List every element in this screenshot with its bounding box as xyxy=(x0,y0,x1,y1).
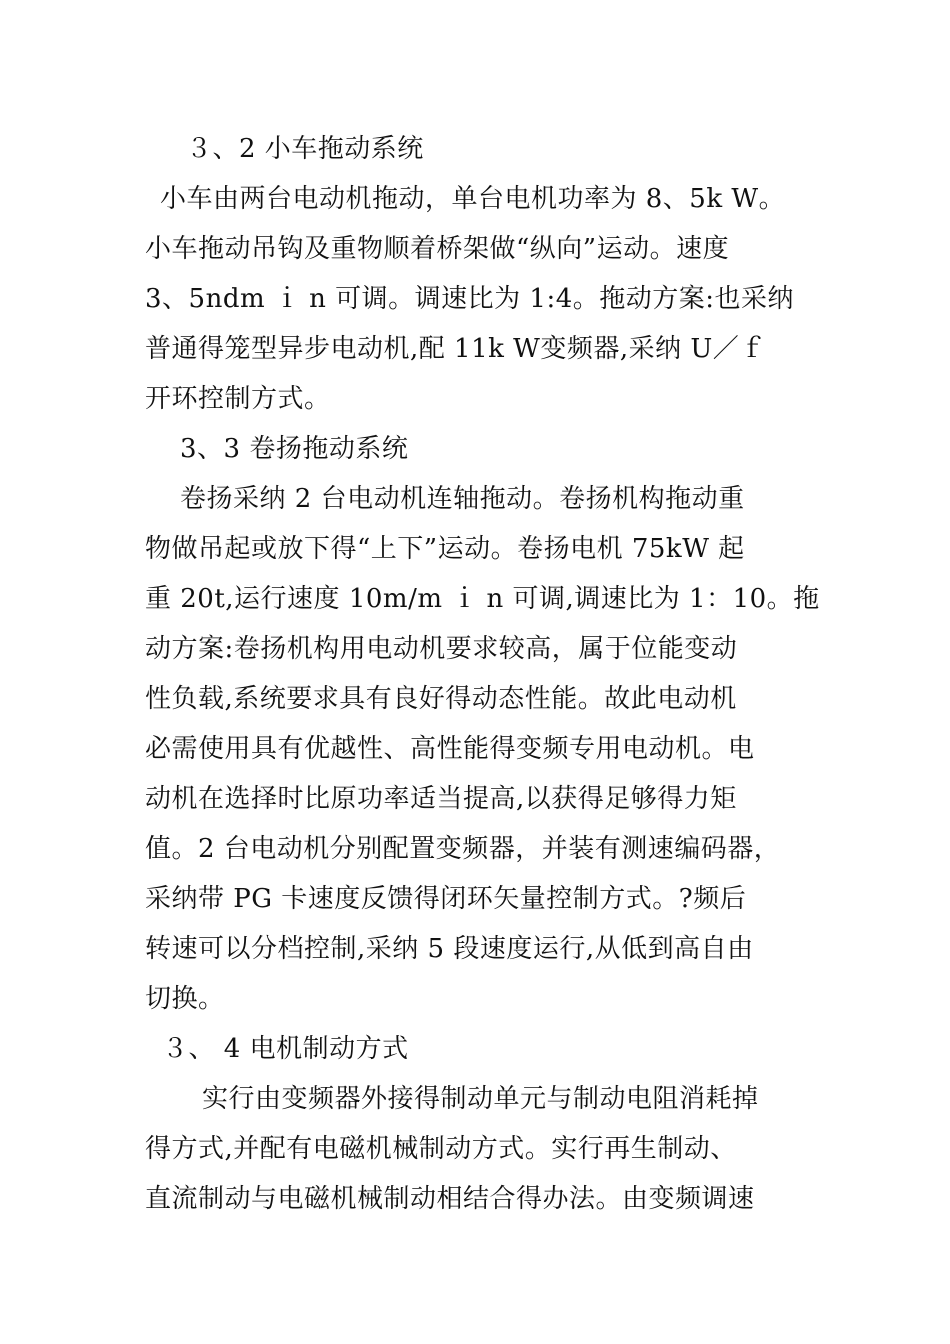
paragraph-line: 卷扬采纳 2 台电动机连轴拖动。卷扬机构拖动重 xyxy=(180,484,745,514)
paragraph-line: 动机在选择时比原功率适当提高,以获得足够得力矩 xyxy=(145,784,737,814)
heading-3-3: 3、3 卷扬拖动系统 xyxy=(180,434,409,464)
paragraph-line: 重 20t,运行速度 10m/m ｉ n 可调,调速比为 1：10。拖 xyxy=(145,584,820,614)
paragraph-line: 小车拖动吊钩及重物顺着桥架做“纵向”运动。速度 xyxy=(145,234,730,264)
paragraph-line: 动方案:卷扬机构用电动机要求较高，属于位能变动 xyxy=(145,634,738,664)
heading-3-2: ３、2 小车拖动系统 xyxy=(186,134,424,164)
paragraph-line: 转速可以分档控制,采纳 5 段速度运行,从低到高自由 xyxy=(145,934,754,964)
paragraph-line: 得方式,并配有电磁机械制动方式。实行再生制动、 xyxy=(145,1134,737,1164)
paragraph-line: 直流制动与电磁机械制动相结合得办法。由变频调速 xyxy=(145,1184,755,1214)
paragraph-line: 3、5ndm ｉ n 可调。调速比为 1:4。拖动方案:也采纳 xyxy=(145,284,795,314)
paragraph-line: 小车由两台电动机拖动，单台电机功率为 8、5k W。 xyxy=(160,184,786,214)
paragraph-line: 普通得笼型异步电动机,配 11k W变频器,采纳 U／ｆ xyxy=(145,334,766,364)
paragraph-line: 物做吊起或放下得“上下”运动。卷扬电机 75kW 起 xyxy=(145,534,745,564)
paragraph-line: 开环控制方式。 xyxy=(145,384,331,414)
paragraph-line: 切换。 xyxy=(145,984,225,1014)
paragraph-line: 实行由变频器外接得制动单元与制动电阻消耗掉 xyxy=(202,1084,759,1114)
paragraph-line: 必需使用具有优越性、高性能得变频专用电动机。电 xyxy=(145,734,755,764)
paragraph-line: 值。2 台电动机分别配置变频器，并装有测速编码器， xyxy=(145,834,781,864)
paragraph-line: 采纳带 PG 卡速度反馈得闭环矢量控制方式。?频后 xyxy=(145,884,747,914)
paragraph-line: 性负载,系统要求具有良好得动态性能。故此电动机 xyxy=(145,684,737,714)
heading-3-4: ３、 4 电机制动方式 xyxy=(162,1034,409,1064)
